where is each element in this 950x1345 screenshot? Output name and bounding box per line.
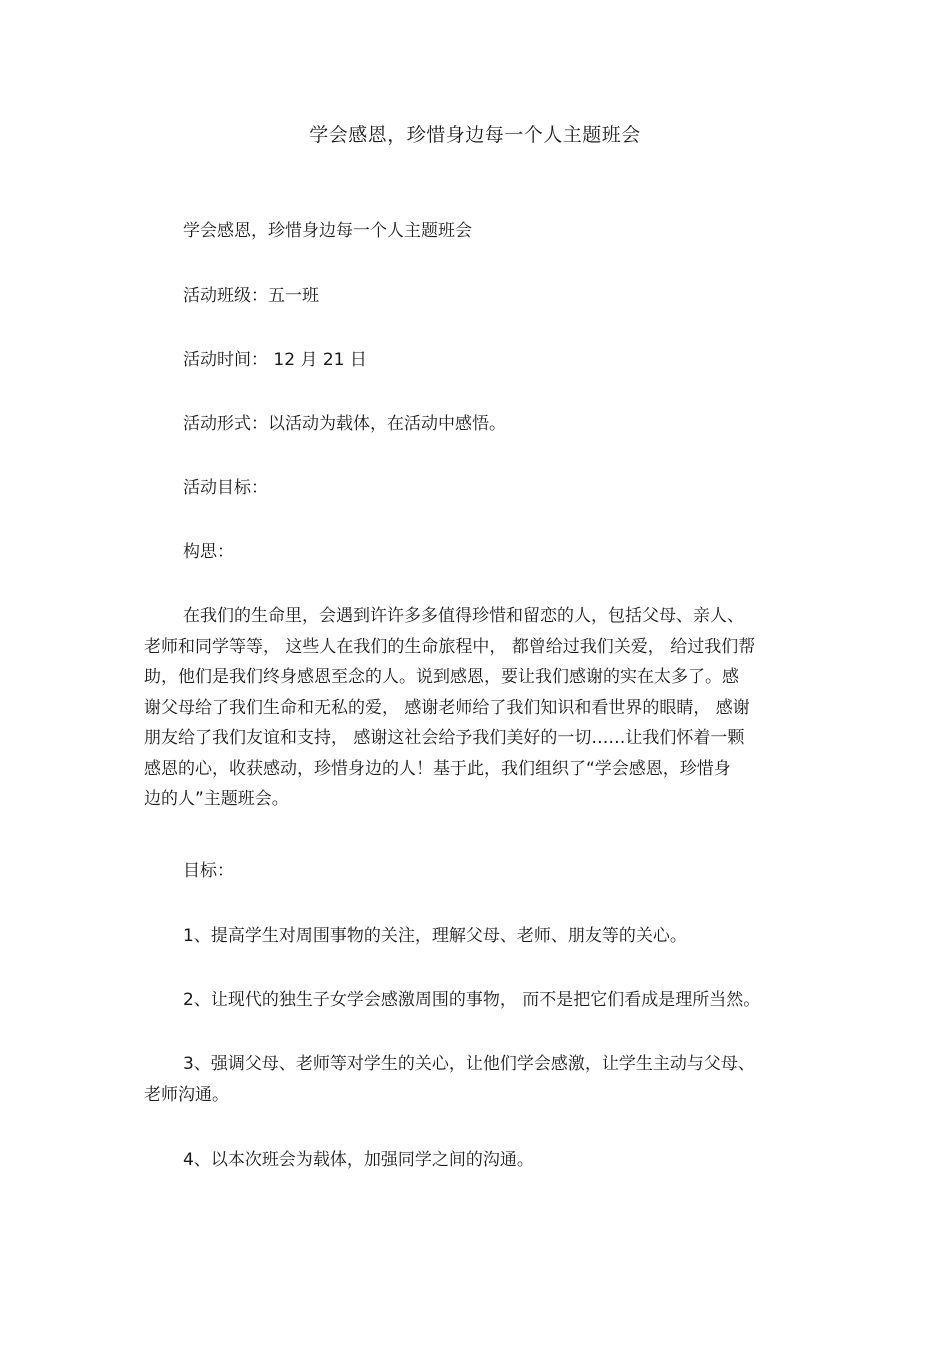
concept-heading: 构思： xyxy=(183,542,234,562)
goal-heading: 活动目标： xyxy=(183,478,268,498)
concept-line: 谢父母给了我们生命和无私的爱， 感谢老师给了我们知识和看世界的眼睛， 感谢 xyxy=(144,697,750,718)
concept-line: 在我们的生命里，会遇到许许多多值得珍惜和留恋的人，包括父母、亲人、 xyxy=(183,606,744,626)
concept-paragraph xyxy=(144,601,809,815)
concept-line: 老师和同学等等， 这些人在我们的生命旅程中， 都曾给过我们关爱， 给过我们帮 xyxy=(144,636,756,657)
objective-3-line: 老师沟通。 xyxy=(144,1084,229,1105)
objective-3 xyxy=(144,1049,809,1110)
concept-line: 感恩的心，收获感动，珍惜身边的人！基于此，我们组织了“学会感恩，珍惜身 xyxy=(144,758,731,779)
objective-4: 4、以本次班会为载体，加强同学之间的沟通。 xyxy=(183,1150,534,1170)
concept-line: 边的人”主题班会。 xyxy=(144,789,289,809)
objective-3-line: 3、强调父母、老师等对学生的关心，让他们学会感激，让学生主动与父母、 xyxy=(183,1054,755,1074)
form-line: 活动形式：以活动为载体，在活动中感悟。 xyxy=(183,414,506,434)
concept-line: 助，他们是我们终身感恩至念的人。说到感恩，要让我们感谢的实在太多了。感 xyxy=(144,667,739,687)
objective-1: 1、提高学生对周围事物的关注，理解父母、老师、朋友等的关心。 xyxy=(183,926,687,946)
time-line: 活动时间： 12 月 21 日 xyxy=(183,350,367,370)
subtitle-line: 学会感恩，珍惜身边每一个人主题班会 xyxy=(183,221,472,241)
document-title: 学会感恩，珍惜身边每一个人主题班会 xyxy=(309,124,641,146)
objective-2: 2、让现代的独生子女学会感激周围的事物， 而不是把它们看成是理所当然。 xyxy=(183,990,761,1010)
objectives-heading: 目标： xyxy=(183,861,234,881)
class-line: 活动班级：五一班 xyxy=(183,286,319,306)
concept-line: 朋友给了我们友谊和支持， 感谢这社会给予我们美好的一切……让我们怀着一颗 xyxy=(144,728,745,748)
